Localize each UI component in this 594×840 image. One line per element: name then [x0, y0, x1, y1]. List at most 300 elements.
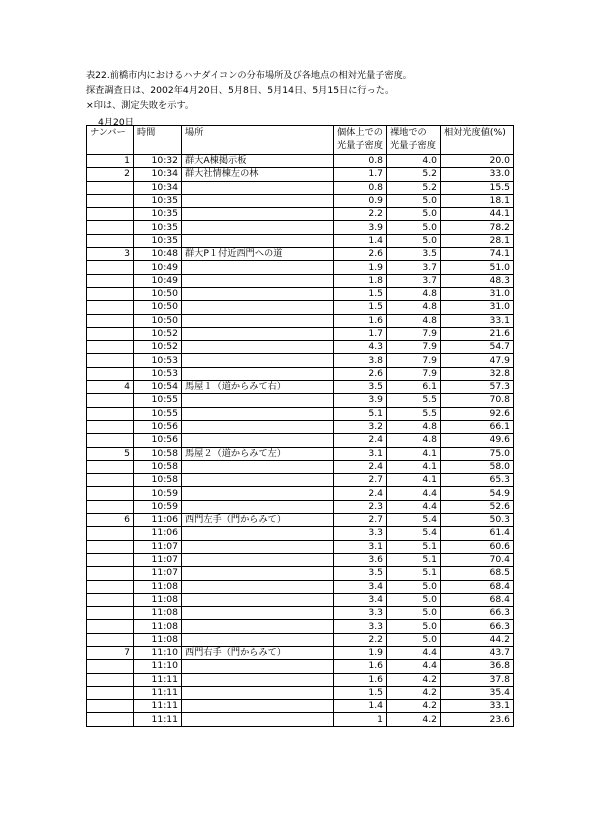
- column-header-text: 個体上での: [337, 127, 383, 138]
- cell-time: 10:59: [134, 500, 182, 513]
- cell-bare-density: 3.5: [387, 248, 441, 261]
- cell-number: 1: [87, 155, 134, 168]
- cell-relative-value: 37.8: [441, 673, 514, 686]
- cell-plant-density: 0.9: [334, 194, 387, 207]
- cell-relative-value: 33.0: [441, 168, 514, 181]
- cell-number: [87, 287, 134, 300]
- cell-relative-value: 66.3: [441, 620, 514, 633]
- cell-relative-value: 57.3: [441, 381, 514, 394]
- cell-number: [87, 420, 134, 433]
- cell-bare-density: 4.1: [387, 474, 441, 487]
- cell-number: [87, 500, 134, 513]
- cell-place: [182, 620, 334, 633]
- cell-place: [182, 234, 334, 247]
- cell-plant-density: 1.4: [334, 700, 387, 713]
- cell-time: 11:06: [134, 527, 182, 540]
- cell-place: [182, 700, 334, 713]
- cell-relative-value: 68.4: [441, 580, 514, 593]
- table-row: [87, 500, 514, 513]
- measurement-table: [86, 125, 514, 727]
- cell-time: 10:54: [134, 381, 182, 394]
- cell-bare-density: 4.0: [387, 155, 441, 168]
- cell-bare-density: 6.1: [387, 381, 441, 394]
- cell-place: [182, 208, 334, 221]
- date-label: 4月20日: [98, 117, 134, 128]
- cell-time: 11:08: [134, 620, 182, 633]
- cell-number: [87, 553, 134, 566]
- table-row: [87, 713, 514, 726]
- cell-time: 10:55: [134, 394, 182, 407]
- cell-time: 10:56: [134, 434, 182, 447]
- cell-time: 11:07: [134, 540, 182, 553]
- cell-number: [87, 354, 134, 367]
- cell-number: [87, 221, 134, 234]
- table-row: [87, 487, 514, 500]
- cell-place: [182, 553, 334, 566]
- table-row: [87, 660, 514, 673]
- cell-relative-value: 32.8: [441, 367, 514, 380]
- table-row: [87, 620, 514, 633]
- cell-plant-density: 0.8: [334, 181, 387, 194]
- table-row: [87, 208, 514, 221]
- cell-bare-density: 5.0: [387, 580, 441, 593]
- cell-plant-density: 3.9: [334, 394, 387, 407]
- cell-relative-value: 44.2: [441, 633, 514, 646]
- cell-plant-density: 3.5: [334, 381, 387, 394]
- cell-number: [87, 367, 134, 380]
- column-header-text: 相対光度値(%): [444, 127, 506, 138]
- cell-plant-density: 3.6: [334, 553, 387, 566]
- cell-relative-value: 44.1: [441, 208, 514, 221]
- cell-number: 5: [87, 447, 134, 460]
- cell-place: [182, 394, 334, 407]
- cell-number: [87, 700, 134, 713]
- cell-time: 10:49: [134, 274, 182, 287]
- cell-bare-density: 4.2: [387, 673, 441, 686]
- cell-bare-density: 5.4: [387, 527, 441, 540]
- cell-number: [87, 474, 134, 487]
- cell-number: 6: [87, 514, 134, 527]
- table-row: [87, 474, 514, 487]
- column-header-number: [87, 126, 134, 155]
- cell-time: 11:11: [134, 686, 182, 699]
- cell-relative-value: 68.4: [441, 593, 514, 606]
- cell-number: [87, 527, 134, 540]
- cell-relative-value: 23.6: [441, 713, 514, 726]
- cell-place: 馬屋２（道からみて左）: [182, 447, 334, 460]
- cell-time: 10:50: [134, 314, 182, 327]
- cell-place: [182, 607, 334, 620]
- cell-time: 10:49: [134, 261, 182, 274]
- table-row: [87, 327, 514, 340]
- table-row: [87, 460, 514, 473]
- cell-plant-density: 1.5: [334, 301, 387, 314]
- cell-relative-value: 33.1: [441, 700, 514, 713]
- cell-bare-density: 4.4: [387, 487, 441, 500]
- cell-place: [182, 407, 334, 420]
- cell-plant-density: 5.1: [334, 407, 387, 420]
- table-row: [87, 274, 514, 287]
- table-row: [87, 367, 514, 380]
- cell-bare-density: 4.8: [387, 434, 441, 447]
- column-header-text: 光量子密度: [337, 140, 383, 151]
- cell-plant-density: 2.6: [334, 367, 387, 380]
- cell-number: [87, 301, 134, 314]
- cell-time: 10:53: [134, 354, 182, 367]
- cell-time: 10:52: [134, 327, 182, 340]
- cell-plant-density: 2.2: [334, 633, 387, 646]
- cell-relative-value: 70.4: [441, 553, 514, 566]
- cell-bare-density: 5.5: [387, 394, 441, 407]
- cell-time: 11:08: [134, 580, 182, 593]
- cell-bare-density: 7.9: [387, 341, 441, 354]
- cell-bare-density: 4.4: [387, 500, 441, 513]
- cell-plant-density: 3.3: [334, 607, 387, 620]
- table-row: [87, 221, 514, 234]
- cell-number: [87, 394, 134, 407]
- cell-bare-density: 5.0: [387, 633, 441, 646]
- cell-relative-value: 54.7: [441, 341, 514, 354]
- cell-place: [182, 500, 334, 513]
- cell-plant-density: 3.4: [334, 593, 387, 606]
- cell-bare-density: 4.8: [387, 314, 441, 327]
- cell-time: 10:34: [134, 181, 182, 194]
- caption-note: ×印は、測定失敗を示す。: [86, 100, 195, 111]
- cell-number: [87, 194, 134, 207]
- cell-time: 11:06: [134, 514, 182, 527]
- cell-relative-value: 47.9: [441, 354, 514, 367]
- cell-place: [182, 261, 334, 274]
- cell-time: 10:58: [134, 460, 182, 473]
- cell-bare-density: 5.0: [387, 221, 441, 234]
- cell-time: 11:10: [134, 646, 182, 659]
- cell-time: 10:35: [134, 234, 182, 247]
- cell-place: [182, 327, 334, 340]
- column-header-place: [182, 126, 334, 155]
- cell-relative-value: 75.0: [441, 447, 514, 460]
- cell-number: [87, 341, 134, 354]
- cell-number: 4: [87, 381, 134, 394]
- cell-place: [182, 686, 334, 699]
- cell-time: 10:56: [134, 420, 182, 433]
- cell-number: [87, 208, 134, 221]
- cell-relative-value: 51.0: [441, 261, 514, 274]
- cell-place: [182, 341, 334, 354]
- cell-relative-value: 60.6: [441, 540, 514, 553]
- table-row: [87, 447, 514, 460]
- cell-bare-density: 3.7: [387, 261, 441, 274]
- cell-bare-density: 4.2: [387, 700, 441, 713]
- cell-plant-density: 1.6: [334, 660, 387, 673]
- column-header-plant-density: [334, 126, 387, 155]
- cell-number: [87, 407, 134, 420]
- cell-place: [182, 181, 334, 194]
- cell-bare-density: 5.0: [387, 593, 441, 606]
- cell-number: [87, 713, 134, 726]
- table-row: [87, 155, 514, 168]
- cell-bare-density: 7.9: [387, 327, 441, 340]
- table-row: [87, 341, 514, 354]
- cell-plant-density: 3.1: [334, 447, 387, 460]
- cell-bare-density: 7.9: [387, 354, 441, 367]
- cell-plant-density: 1.6: [334, 314, 387, 327]
- column-header-text: 時間: [137, 127, 156, 138]
- cell-time: 10:52: [134, 341, 182, 354]
- table-row: [87, 407, 514, 420]
- cell-number: [87, 487, 134, 500]
- table-row: [87, 593, 514, 606]
- cell-number: 7: [87, 646, 134, 659]
- cell-relative-value: 74.1: [441, 248, 514, 261]
- cell-place: [182, 420, 334, 433]
- cell-bare-density: 5.5: [387, 407, 441, 420]
- cell-relative-value: 28.1: [441, 234, 514, 247]
- column-header-time: [134, 126, 182, 155]
- cell-place: [182, 221, 334, 234]
- cell-bare-density: 4.8: [387, 287, 441, 300]
- cell-time: 10:50: [134, 287, 182, 300]
- cell-number: [87, 434, 134, 447]
- cell-place: [182, 460, 334, 473]
- table-row: [87, 673, 514, 686]
- cell-plant-density: 1.4: [334, 234, 387, 247]
- caption-title: 表22.前橋市内におけるハナダイコンの分布場所及び各地点の相対光量子密度。: [86, 70, 412, 81]
- table-row: [87, 607, 514, 620]
- cell-relative-value: 31.0: [441, 301, 514, 314]
- cell-bare-density: 4.4: [387, 660, 441, 673]
- table-row: [87, 540, 514, 553]
- cell-plant-density: 3.4: [334, 580, 387, 593]
- cell-relative-value: 50.3: [441, 514, 514, 527]
- cell-bare-density: 5.2: [387, 181, 441, 194]
- cell-relative-value: 66.1: [441, 420, 514, 433]
- table-row: [87, 646, 514, 659]
- cell-bare-density: 4.8: [387, 301, 441, 314]
- cell-time: 10:34: [134, 168, 182, 181]
- cell-number: [87, 633, 134, 646]
- cell-relative-value: 31.0: [441, 287, 514, 300]
- cell-time: 10:48: [134, 248, 182, 261]
- cell-number: [87, 673, 134, 686]
- cell-time: 11:08: [134, 607, 182, 620]
- table-row: [87, 181, 514, 194]
- table-row: [87, 314, 514, 327]
- table-row: [87, 287, 514, 300]
- cell-time: 11:11: [134, 673, 182, 686]
- cell-number: 3: [87, 248, 134, 261]
- cell-time: 10:32: [134, 155, 182, 168]
- cell-plant-density: 0.8: [334, 155, 387, 168]
- cell-bare-density: 5.1: [387, 540, 441, 553]
- cell-place: [182, 487, 334, 500]
- cell-bare-density: 5.1: [387, 553, 441, 566]
- cell-time: 11:08: [134, 633, 182, 646]
- table-row: [87, 527, 514, 540]
- cell-time: 10:59: [134, 487, 182, 500]
- cell-relative-value: 70.8: [441, 394, 514, 407]
- cell-number: [87, 686, 134, 699]
- cell-plant-density: 3.3: [334, 620, 387, 633]
- cell-plant-density: 3.9: [334, 221, 387, 234]
- cell-relative-value: 21.6: [441, 327, 514, 340]
- cell-time: 11:08: [134, 593, 182, 606]
- table-header-row: [87, 126, 514, 155]
- cell-place: [182, 580, 334, 593]
- cell-relative-value: 58.0: [441, 460, 514, 473]
- table-caption: [86, 68, 412, 113]
- cell-number: 2: [87, 168, 134, 181]
- cell-number: [87, 274, 134, 287]
- table-row: [87, 686, 514, 699]
- cell-place: [182, 354, 334, 367]
- cell-bare-density: 4.1: [387, 447, 441, 460]
- table-row: [87, 514, 514, 527]
- cell-place: [182, 633, 334, 646]
- cell-bare-density: 5.4: [387, 514, 441, 527]
- cell-relative-value: 33.1: [441, 314, 514, 327]
- column-header-text: 裸地での: [390, 127, 427, 138]
- cell-plant-density: 2.4: [334, 460, 387, 473]
- cell-plant-density: 1: [334, 713, 387, 726]
- cell-bare-density: 7.9: [387, 367, 441, 380]
- cell-number: [87, 620, 134, 633]
- cell-place: [182, 287, 334, 300]
- cell-time: 10:55: [134, 407, 182, 420]
- cell-bare-density: 5.0: [387, 194, 441, 207]
- cell-place: [182, 593, 334, 606]
- cell-bare-density: 4.2: [387, 713, 441, 726]
- cell-plant-density: 1.9: [334, 261, 387, 274]
- table-row: [87, 553, 514, 566]
- cell-time: 11:11: [134, 713, 182, 726]
- cell-place: [182, 660, 334, 673]
- cell-time: 10:53: [134, 367, 182, 380]
- cell-place: [182, 474, 334, 487]
- cell-plant-density: 1.7: [334, 168, 387, 181]
- cell-plant-density: 3.5: [334, 567, 387, 580]
- cell-plant-density: 1.5: [334, 686, 387, 699]
- cell-plant-density: 2.4: [334, 434, 387, 447]
- cell-place: 群大P１付近西門への道: [182, 248, 334, 261]
- cell-time: 11:07: [134, 567, 182, 580]
- cell-relative-value: 36.8: [441, 660, 514, 673]
- cell-relative-value: 78.2: [441, 221, 514, 234]
- table-row: [87, 633, 514, 646]
- cell-bare-density: 4.4: [387, 646, 441, 659]
- cell-time: 10:35: [134, 221, 182, 234]
- cell-relative-value: 49.6: [441, 434, 514, 447]
- cell-time: 11:10: [134, 660, 182, 673]
- cell-bare-density: 5.0: [387, 234, 441, 247]
- cell-plant-density: 4.3: [334, 341, 387, 354]
- cell-place: [182, 274, 334, 287]
- cell-time: 10:35: [134, 194, 182, 207]
- cell-plant-density: 2.3: [334, 500, 387, 513]
- cell-number: [87, 607, 134, 620]
- column-header-text: 光量子密度: [390, 140, 436, 151]
- cell-bare-density: 4.8: [387, 420, 441, 433]
- cell-number: [87, 181, 134, 194]
- cell-place: 馬屋１（道からみて右）: [182, 381, 334, 394]
- cell-relative-value: 66.3: [441, 607, 514, 620]
- cell-bare-density: 5.1: [387, 567, 441, 580]
- cell-plant-density: 3.2: [334, 420, 387, 433]
- table-row: [87, 168, 514, 181]
- table-row: [87, 420, 514, 433]
- cell-place: [182, 567, 334, 580]
- table-row: [87, 394, 514, 407]
- cell-relative-value: 18.1: [441, 194, 514, 207]
- cell-plant-density: 1.7: [334, 327, 387, 340]
- table-row: [87, 248, 514, 261]
- cell-place: [182, 314, 334, 327]
- table-row: [87, 261, 514, 274]
- cell-bare-density: 3.7: [387, 274, 441, 287]
- cell-place: [182, 713, 334, 726]
- cell-time: 10:58: [134, 474, 182, 487]
- cell-plant-density: 2.4: [334, 487, 387, 500]
- cell-plant-density: 3.1: [334, 540, 387, 553]
- cell-number: [87, 261, 134, 274]
- cell-bare-density: 4.1: [387, 460, 441, 473]
- cell-plant-density: 3.3: [334, 527, 387, 540]
- cell-place: [182, 527, 334, 540]
- cell-plant-density: 1.9: [334, 646, 387, 659]
- cell-number: [87, 540, 134, 553]
- cell-bare-density: 5.0: [387, 208, 441, 221]
- cell-relative-value: 48.3: [441, 274, 514, 287]
- cell-number: [87, 314, 134, 327]
- cell-relative-value: 52.6: [441, 500, 514, 513]
- column-header-text: 場所: [185, 127, 204, 138]
- cell-place: 西門右手（門からみて）: [182, 646, 334, 659]
- cell-place: [182, 434, 334, 447]
- cell-plant-density: 1.5: [334, 287, 387, 300]
- column-header-text: ナンバー: [90, 127, 126, 138]
- cell-relative-value: 68.5: [441, 567, 514, 580]
- cell-relative-value: 92.6: [441, 407, 514, 420]
- cell-time: 11:07: [134, 553, 182, 566]
- cell-place: [182, 540, 334, 553]
- cell-time: 10:50: [134, 301, 182, 314]
- cell-bare-density: 4.2: [387, 686, 441, 699]
- cell-relative-value: 43.7: [441, 646, 514, 659]
- cell-place: [182, 301, 334, 314]
- cell-plant-density: 3.8: [334, 354, 387, 367]
- cell-plant-density: 2.7: [334, 474, 387, 487]
- cell-place: [182, 673, 334, 686]
- cell-bare-density: 5.2: [387, 168, 441, 181]
- cell-place: 西門左手（門からみて）: [182, 514, 334, 527]
- table-row: [87, 194, 514, 207]
- table-row: [87, 580, 514, 593]
- cell-number: [87, 567, 134, 580]
- table-row: [87, 234, 514, 247]
- cell-plant-density: 1.8: [334, 274, 387, 287]
- cell-place: [182, 194, 334, 207]
- column-header-relative-value: [441, 126, 514, 155]
- table-row: [87, 381, 514, 394]
- cell-number: [87, 660, 134, 673]
- table-row: [87, 354, 514, 367]
- cell-time: 11:11: [134, 700, 182, 713]
- caption-survey-dates: 探査調査日は、2002年4月20日、5月8日、5月14日、5月15日に行った。: [86, 85, 395, 96]
- cell-plant-density: 2.7: [334, 514, 387, 527]
- cell-time: 10:58: [134, 447, 182, 460]
- cell-place: 群大社情棟左の林: [182, 168, 334, 181]
- cell-relative-value: 54.9: [441, 487, 514, 500]
- table-row: [87, 567, 514, 580]
